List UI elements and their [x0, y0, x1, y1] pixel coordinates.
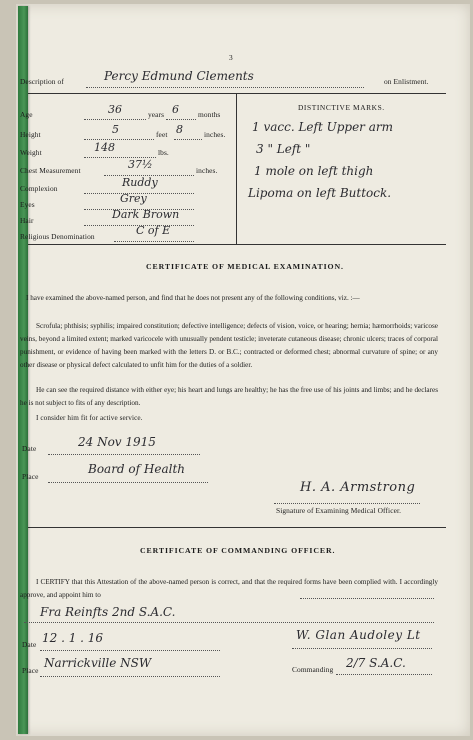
medical-officer-signature: H. A. Armstrong	[300, 480, 416, 495]
commanding-date-label: Date	[22, 640, 37, 649]
table-top-rule	[28, 93, 446, 94]
name-line	[86, 87, 364, 88]
feet-line	[84, 139, 154, 140]
complexion-value: Ruddy	[122, 176, 158, 189]
commanding-place-label: Place	[22, 666, 39, 675]
inches-line	[174, 139, 202, 140]
weight-label: Weight	[20, 148, 42, 157]
age-months: 6	[172, 103, 179, 116]
complexion-label: Complexion	[20, 184, 58, 193]
medical-signature-caption: Signature of Examining Medical Officer.	[276, 506, 402, 515]
medical-place: Board of Health	[88, 462, 186, 476]
commanding-signature-line	[292, 648, 432, 649]
religion-value: C of E	[136, 224, 171, 237]
mark-line-2: 3 " Left "	[256, 142, 311, 156]
description-suffix: on Enlistment.	[384, 77, 429, 86]
inches-label: inches.	[204, 130, 226, 139]
years-label: years	[148, 110, 165, 119]
chest-value: 37½	[128, 158, 153, 171]
chest-inches-label: inches.	[196, 166, 218, 175]
commanding-title: CERTIFICATE OF COMMANDING OFFICER.	[140, 546, 336, 555]
commanding-officer-signature: W. Glan Audoley Lt	[296, 628, 421, 642]
religion-label: Religious Denomination	[20, 232, 95, 241]
medical-intro: I have examined the above-named person, and find that he does not present any of the following conditions, viz. :—	[26, 294, 360, 302]
medical-place-line	[48, 482, 208, 483]
commanding-unit: 2/7 S.A.C.	[346, 656, 406, 670]
eyes-value: Grey	[120, 192, 147, 205]
height-feet: 5	[112, 123, 119, 136]
commanding-place-line	[40, 676, 220, 677]
age-label: Age	[20, 110, 33, 119]
commanding-label: Commanding	[292, 665, 334, 674]
medical-date-label: Date	[22, 444, 37, 453]
height-label: Height	[20, 130, 41, 139]
description-label: Description of	[20, 77, 64, 86]
age-years: 36	[108, 103, 122, 116]
mark-line-3: 1 mole on left thigh	[254, 164, 374, 178]
months-label: months	[198, 110, 221, 119]
mark-line-1: 1 vacc. Left Upper arm	[252, 120, 393, 134]
commanding-text: I CERTIFY that this Attestation of the above-named person is correct, and that the required forms have been complied with. I accordingly approve, and appoint him to	[20, 578, 438, 599]
medical-vision: He can see the required distance with either eye; his heart and lungs are healthy; he has the free use of his joints and limbs; and he declares he is not subject to fits of any description.	[20, 386, 438, 407]
commanding-date-line	[40, 650, 220, 651]
commanding-date: 12 . 1 . 16	[42, 631, 104, 645]
medical-conditions: Scrofula; phthisis; syphilis; impaired constitution; defective intelligence; defects of vision, voice, or hearing; hernia; hæmorrhoids; varicose veins, beyond a limited extent; marked varicocele with unusually pendent testicle; inveterate cutaneous disease; chronic ulcers; traces of corporal punishment, or evidence of having been marked with the letters D. or B.C.; contracted or deformed chest; abnormal curvature of spine; or any other disease or physical defect calculated to unfit him for the duties of a soldier.	[20, 322, 438, 369]
table-bottom-rule	[28, 244, 446, 245]
mark-line-4: Lipoma on left Buttock.	[248, 186, 392, 200]
marks-title: DISTINCTIVE MARKS.	[298, 103, 385, 112]
age-line	[84, 119, 146, 120]
medical-date: 24 Nov 1915	[78, 435, 156, 449]
chest-label: Chest Measurement	[20, 166, 81, 175]
commanding-place: Narrickville NSW	[44, 656, 152, 670]
section-divider	[28, 527, 446, 528]
commanding-unit-line	[336, 674, 432, 675]
height-inches: 8	[176, 123, 183, 136]
medical-fit: I consider him fit for active service.	[36, 414, 143, 422]
hair-value: Dark Brown	[112, 208, 180, 221]
medical-place-label: Place	[22, 472, 39, 481]
appoint-line-a	[300, 598, 434, 599]
medical-date-line	[48, 454, 200, 455]
medical-signature-line	[274, 503, 420, 504]
recruit-name: Percy Edmund Clements	[104, 69, 254, 83]
lbs-label: lbs.	[158, 148, 169, 157]
appointed-unit: Fra Reinfts 2nd S.A.C.	[40, 605, 176, 619]
medical-title: CERTIFICATE OF MEDICAL EXAMINATION.	[146, 262, 344, 271]
appoint-line-b	[24, 622, 434, 623]
weight-value: 148	[94, 141, 115, 154]
religion-line	[114, 241, 194, 242]
table-divider	[236, 93, 237, 244]
hair-label: Hair	[20, 216, 34, 225]
eyes-label: Eyes	[20, 200, 35, 209]
months-line	[166, 119, 196, 120]
page-number: 3	[229, 53, 233, 62]
feet-label: feet	[156, 130, 168, 139]
